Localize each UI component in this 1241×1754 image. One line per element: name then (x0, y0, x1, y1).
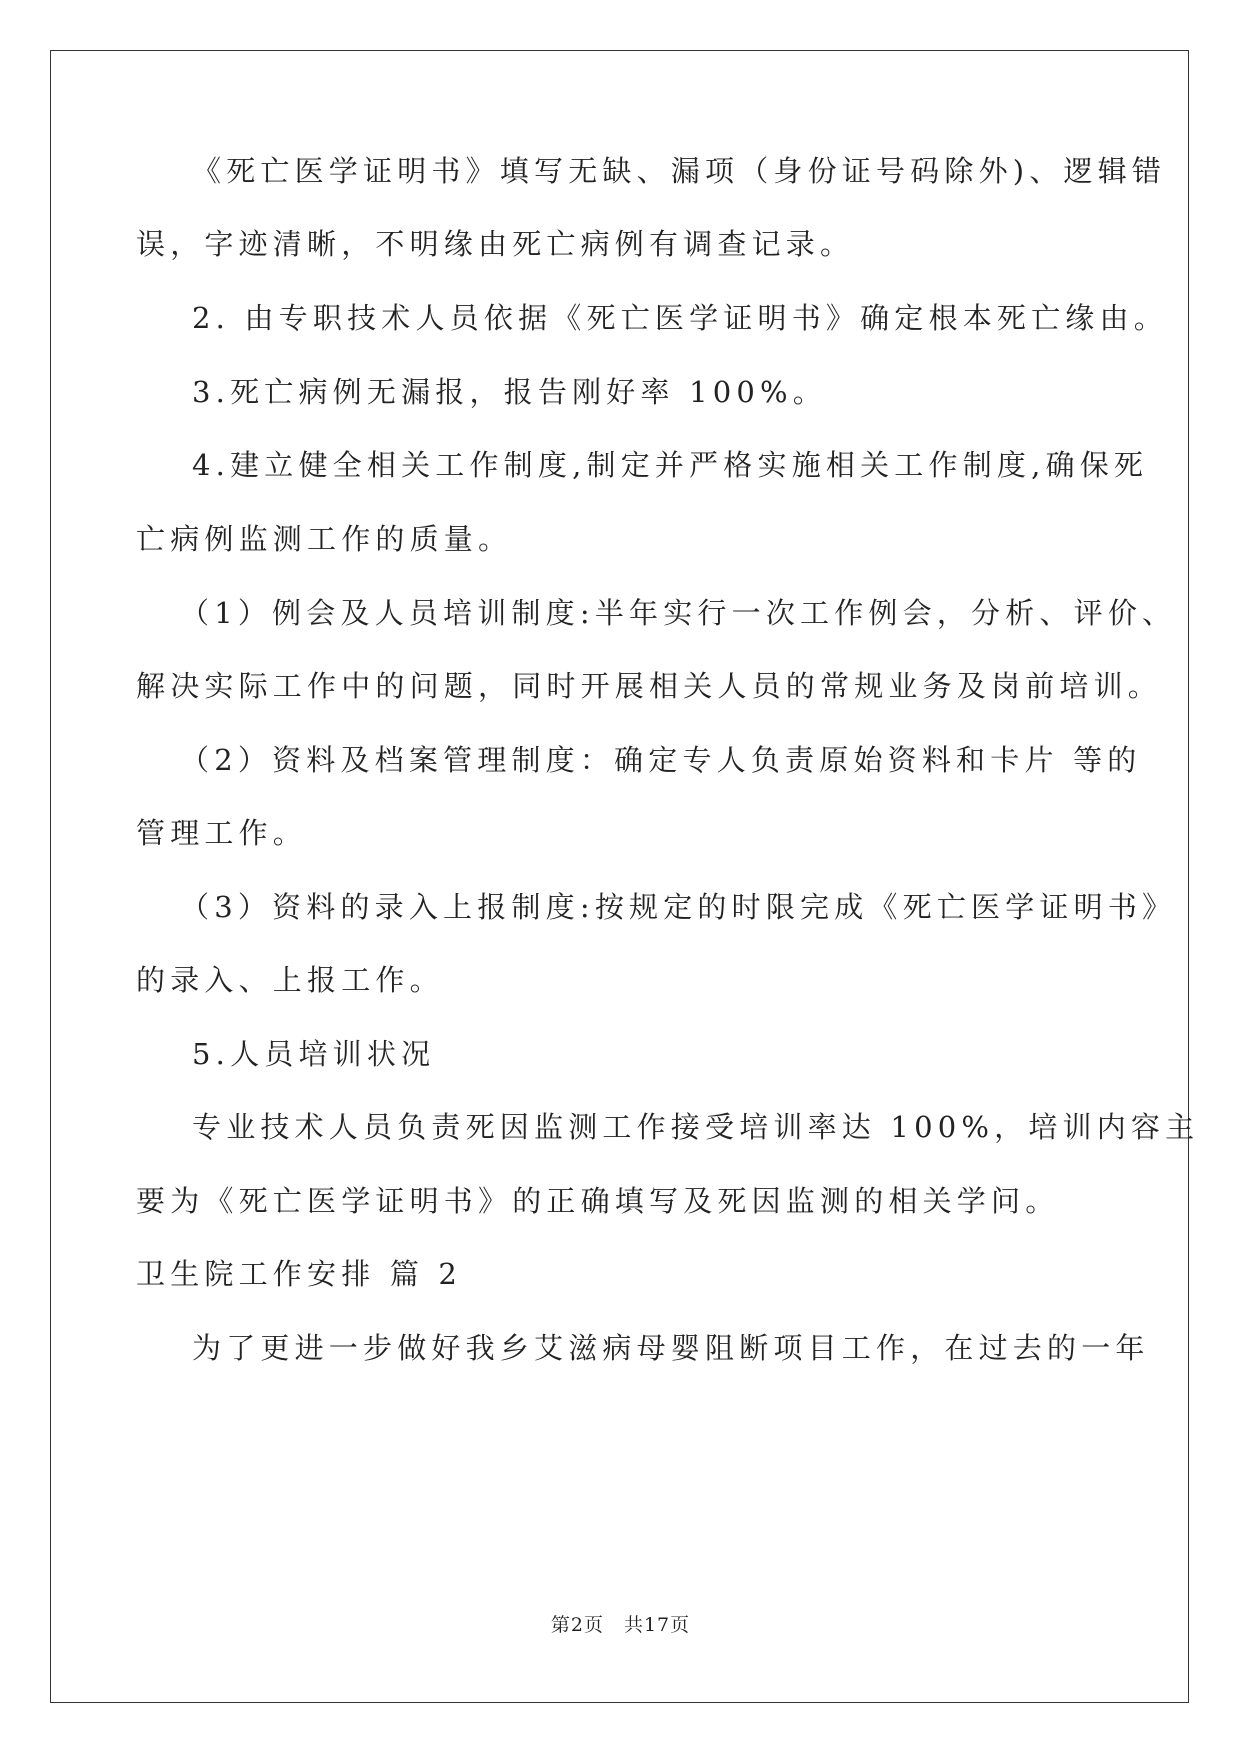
text-line: 管理工作。 (136, 816, 308, 850)
text-line: 2. 由专职技术人员依据《死亡医学证明书》确定根本死亡缘由。 (192, 301, 1168, 335)
text-line: 为了更进一步做好我乡艾滋病母婴阻断项目工作，在过去的一年 (192, 1331, 1150, 1365)
text-line: （3）资料的录入上报制度:按规定的时限完成《死亡医学证明书》 (180, 890, 1177, 924)
text-line: 要为《死亡医学证明书》的正确填写及死因监测的相关学问。 (136, 1184, 1060, 1218)
text-line: （2）资料及档案管理制度：确定专人负责原始资料和卡片 等的 (180, 743, 1142, 777)
text-line: 的录入、上报工作。 (136, 963, 444, 997)
text-line: 5.人员培训状况 (192, 1037, 436, 1071)
text-line: （1）例会及人员培训制度:半年实行一次工作例会，分析、评价、 (180, 596, 1177, 630)
page-footer: 第2页 共17页 (550, 1614, 691, 1636)
page-border (50, 50, 1189, 1703)
text-line: 亡病例监测工作的质量。 (136, 522, 513, 556)
section-heading: 卫生院工作安排 篇 2 (136, 1257, 463, 1291)
text-line: 《死亡医学证明书》填写无缺、漏项（身份证号码除外)、逻辑错 (192, 154, 1167, 188)
text-line: 误，字迹清晰，不明缘由死亡病例有调查记录。 (136, 227, 855, 261)
text-line: 3.死亡病例无漏报，报告刚好率 100%。 (192, 375, 827, 409)
text-line: 解决实际工作中的问题，同时开展相关人员的常规业务及岗前培训。 (136, 669, 1163, 703)
text-line: 专业技术人员负责死因监测工作接受培训率达 100%，培训内容主 (192, 1110, 1200, 1144)
text-line: 4.建立健全相关工作制度,制定并严格实施相关工作制度,确保死 (192, 448, 1149, 482)
